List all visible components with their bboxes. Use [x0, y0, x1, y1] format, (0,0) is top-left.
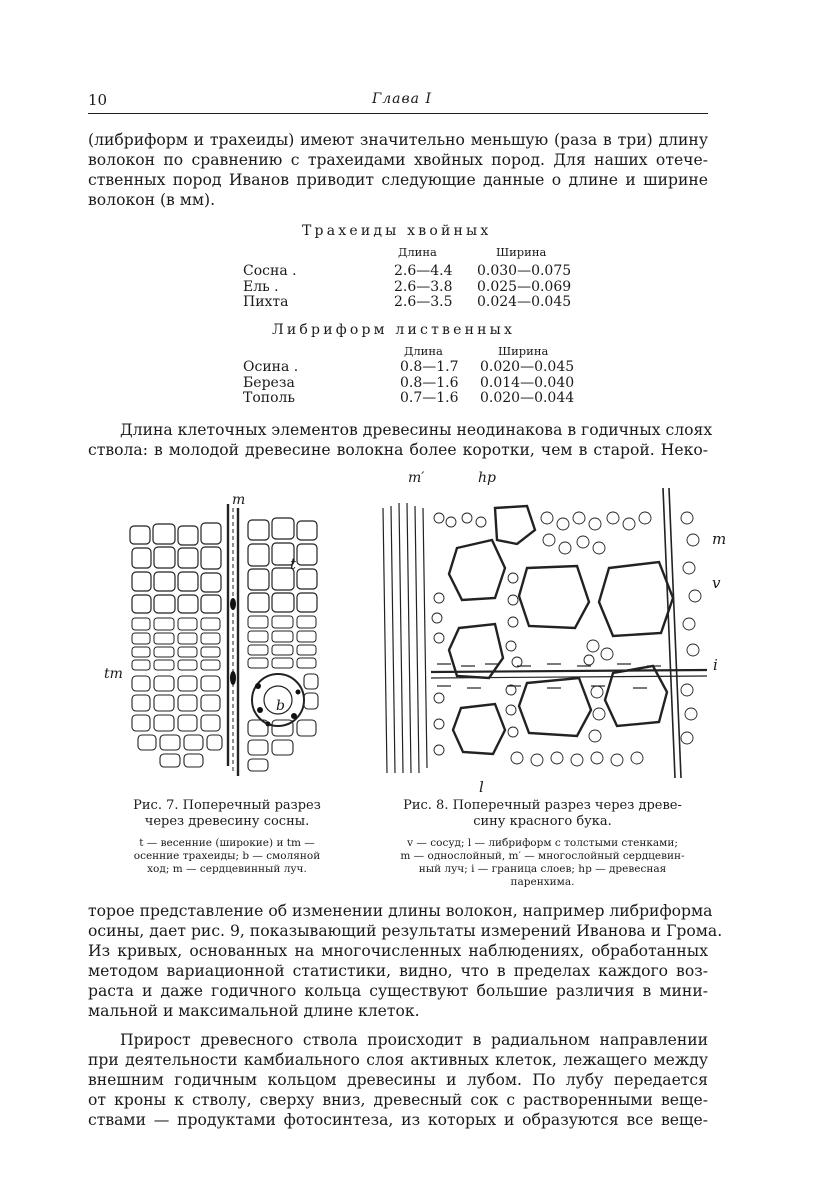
table-row-width: 0.030—0.075	[477, 263, 572, 279]
text-line: раста и даже годичного кольца существуют большие различия в мини-	[88, 982, 708, 1000]
intro-paragraph	[88, 130, 708, 210]
legend-line: m — однослойный, m′ — многослойный сердцевин-	[400, 850, 685, 862]
header-rule	[88, 113, 708, 114]
text-line: ствола: в молодой древесине волокна более коротки, чем в старой. Неко-	[88, 441, 708, 459]
text-line: ствами — продуктами фотосинтеза, из которых и образуются все веще-	[88, 1111, 708, 1129]
fig7-label-t: t	[290, 555, 297, 573]
text-line: внешним годичным кольцом древесины и лубом. По лубу передается	[88, 1071, 708, 1089]
legend-line: паренхима.	[510, 876, 575, 888]
caption-line: через древесину сосны.	[144, 814, 310, 829]
column-header-width: Ширина	[498, 344, 549, 358]
table-row-width: 0.025—0.069	[477, 279, 572, 295]
table-row-width: 0.014—0.040	[480, 375, 575, 391]
caption-line: Рис. 7. Поперечный разрез	[133, 798, 321, 813]
column-header-length: Длина	[404, 344, 443, 358]
continuation-paragraph	[88, 901, 723, 1021]
chapter-title: Глава I	[372, 91, 433, 107]
column-header-length: Длина	[398, 245, 437, 259]
fig8-label-v: v	[712, 574, 721, 592]
page-number: 10	[88, 91, 108, 109]
text-line: Длина клеточных элементов древесины неодинакова в годичных слоях	[120, 421, 713, 439]
table-row-length: 0.7—1.6	[400, 390, 459, 406]
figure-8-beech-illustration	[377, 478, 710, 790]
legend-line: v — сосуд; l — либриформ с толстыми стенками;	[407, 837, 678, 849]
fig8-label-hp: hp	[478, 470, 496, 486]
text-line: торое представление об изменении длины волокон, например либриформа	[88, 902, 713, 920]
table-row-length: 0.8—1.7	[400, 359, 459, 375]
caption-line: сину красного бука.	[473, 814, 612, 829]
legend-line: ный луч; i — граница слоев; hp — древесная	[418, 863, 667, 875]
table-row-width: 0.020—0.044	[480, 390, 575, 406]
table-title: Либриформ лиственных	[272, 322, 516, 338]
table-row-name: Береза	[243, 375, 295, 391]
text-line: волокон (в мм).	[88, 191, 216, 209]
table-row-name: Тополь	[243, 390, 296, 406]
table-row-name: Пихта	[243, 294, 289, 310]
fig7-label-b: b	[276, 698, 285, 714]
figure-7-pine-illustration	[108, 496, 338, 786]
table-row-name: Осина .	[243, 359, 299, 375]
table-row-width: 0.020—0.045	[480, 359, 575, 375]
middle-paragraph	[88, 420, 713, 460]
table-row-length: 0.8—1.6	[400, 375, 459, 391]
table-row-length: 2.6—3.5	[394, 294, 453, 310]
legend-line: t — весенние (широкие) и tm —	[139, 837, 315, 849]
table-row-name: Ель .	[243, 279, 279, 295]
figure-8-caption	[370, 798, 715, 889]
fig7-label-m: m	[232, 492, 246, 508]
caption-line: Рис. 8. Поперечный разрез через древе-	[403, 798, 682, 813]
text-line: при деятельности камбиального слоя активных клеток, лежащего между	[88, 1051, 708, 1069]
fig8-label-m: m	[712, 530, 727, 548]
table-row-length: 2.6—3.8	[394, 279, 453, 295]
text-line: методом вариационной статистики, видно, что в пределах каждого воз-	[88, 962, 708, 980]
table-row-width: 0.024—0.045	[477, 294, 572, 310]
text-line: (либриформ и трахеиды) имеют значительно меньшую (раза в три) длину	[88, 131, 708, 149]
fig8-label-m-prime: m′	[408, 470, 425, 486]
fig8-label-i: i	[713, 656, 718, 674]
fig8-label-l: l	[479, 778, 484, 796]
column-header-width: Ширина	[496, 245, 547, 259]
text-line: осины, дает рис. 9, показывающий результаты измерений Иванова и Грома.	[88, 922, 723, 940]
fig7-label-tm: tm	[104, 666, 123, 682]
text-line: ственных пород Иванов приводит следующие данные о длине и ширине	[88, 171, 708, 189]
text-line: Из кривых, основанных на многочисленных наблюдениях, обработанных	[88, 942, 708, 960]
text-line: Прирост древесного ствола происходит в радиальном направлении	[120, 1031, 708, 1049]
table-row-name: Сосна .	[243, 263, 297, 279]
figure-7-caption	[104, 798, 350, 876]
final-paragraph	[88, 1030, 708, 1130]
legend-line: ход; m — сердцевинный луч.	[147, 863, 307, 875]
text-line: мальной и максимальной длине клеток.	[88, 1002, 420, 1020]
table-title: Трахеиды хвойных	[302, 223, 492, 239]
legend-line: осенние трахеиды; b — смоляной	[133, 850, 321, 862]
text-line: волокон по сравнению с трахеидами хвойных пород. Для наших отече-	[88, 151, 708, 169]
text-line: от кроны к стволу, сверху вниз, древесный сок с растворенными веще-	[88, 1091, 708, 1109]
table-row-length: 2.6—4.4	[394, 263, 453, 279]
